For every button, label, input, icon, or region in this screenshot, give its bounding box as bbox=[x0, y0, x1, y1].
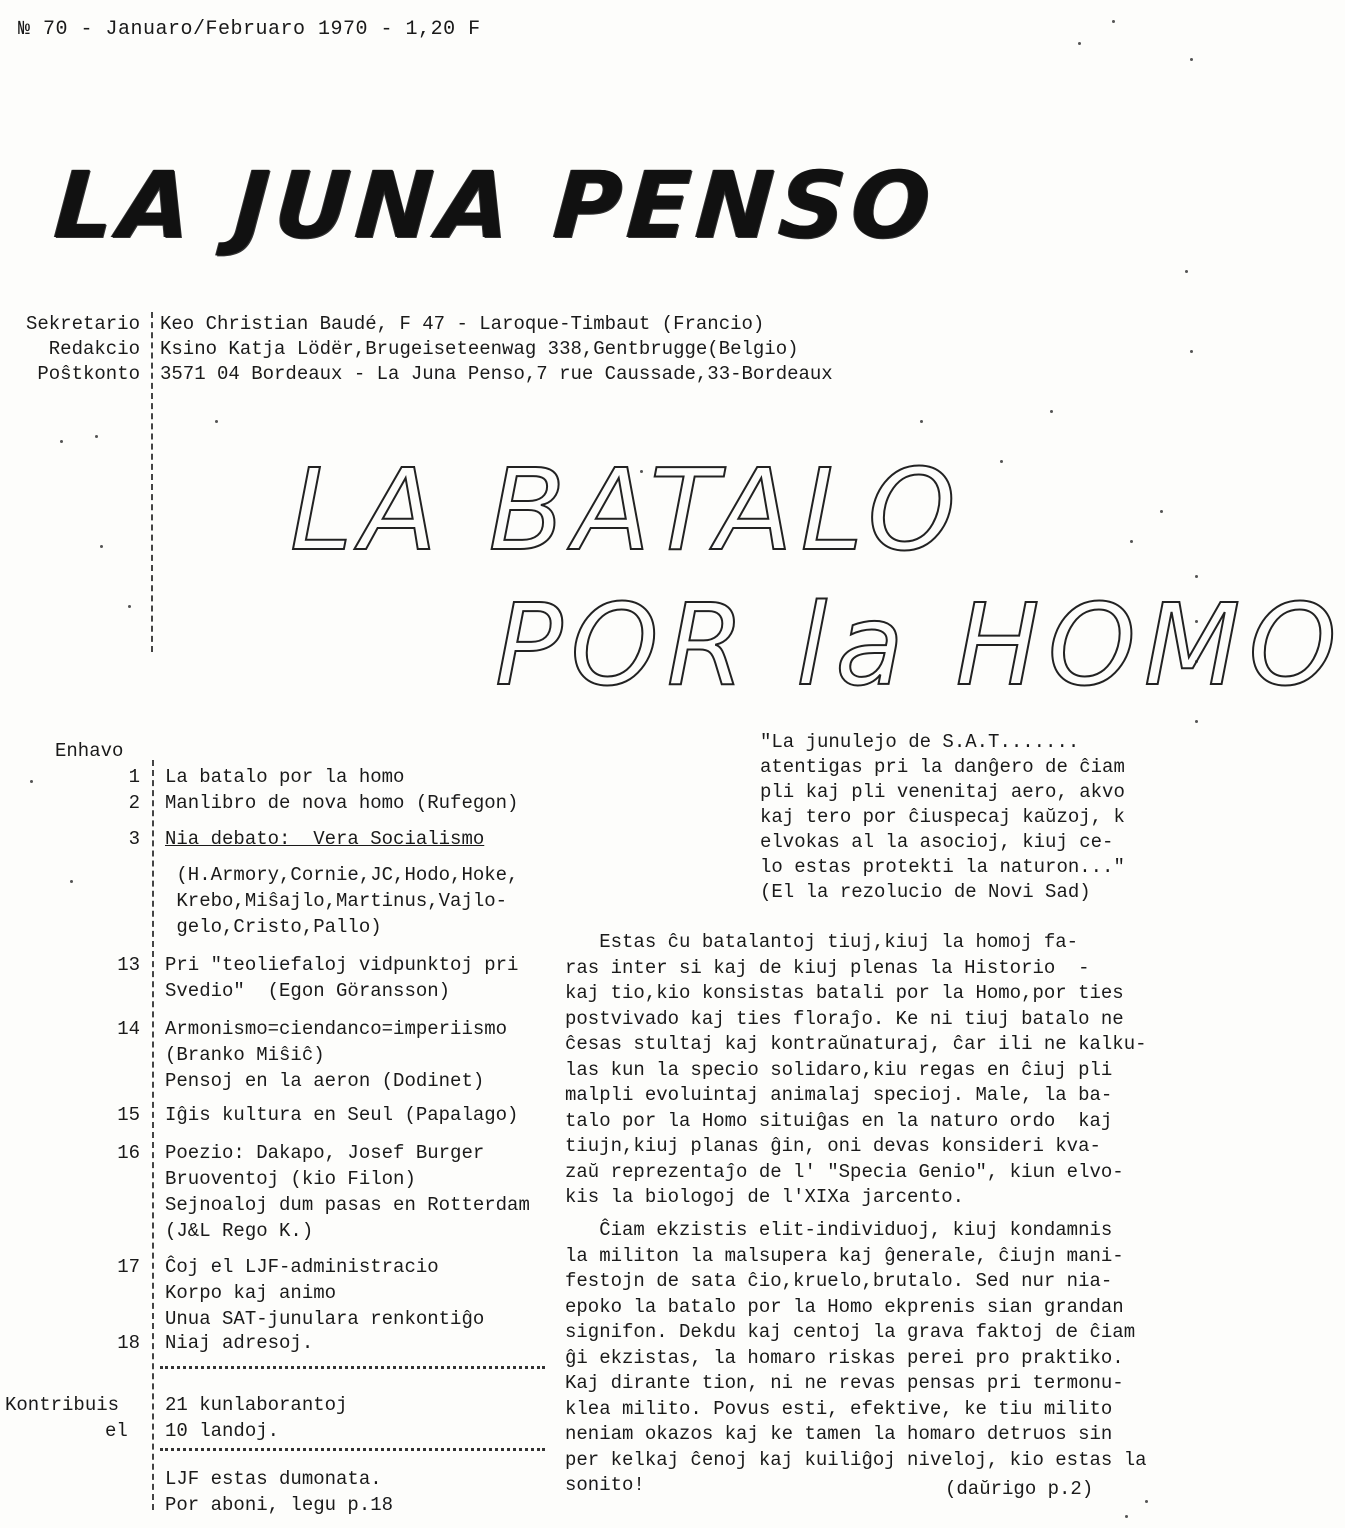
article-line: la militon la malsupera kaj ĝenerale, ĉiujn mani- bbox=[565, 1244, 1124, 1267]
issue-line: № 70 - Januaro/Februaro 1970 - 1,20 F bbox=[18, 18, 481, 41]
contents-entry: Korpo kaj animo bbox=[165, 1282, 337, 1304]
article-line: sonito! bbox=[565, 1474, 645, 1496]
contents-entry: La batalo por la homo bbox=[165, 766, 405, 788]
contents-entry: Niaj adresoj. bbox=[165, 1332, 314, 1354]
article-line: ĝi ekzistas, la homaro riskas perei pro praktiko. bbox=[565, 1346, 1124, 1369]
quote-line: elvokas al la asocioj, kiuj ce- bbox=[760, 831, 1114, 853]
article-line: festojn de sata ĉio,kruelo,brutalo. Sed nur nia- bbox=[565, 1270, 1113, 1292]
dotted-rule bbox=[160, 1366, 545, 1369]
contents-entry: Svedio" (Egon Göransson) bbox=[165, 980, 451, 1002]
article-line: kis la biologoj de l'XIXa jarcento. bbox=[565, 1186, 965, 1208]
staff-label-secretary: Sekretario bbox=[25, 313, 140, 335]
article-line: postvivado kaj ties floraĵo. Ke ni tiuj batalo ne bbox=[565, 1007, 1124, 1030]
staff-value-secretary: Keo Christian Baudé, F 47 - Laroque-Timbaut (Francio) bbox=[160, 313, 765, 335]
contents-page-number: 17 bbox=[117, 1256, 140, 1278]
dotted-rule bbox=[160, 1448, 545, 1451]
article-line: las kun la specio solidaro,kiu regas en ĉiuj pli bbox=[565, 1058, 1113, 1081]
feature-title-line1: LA BATALO bbox=[290, 446, 964, 576]
article-line: signifon. Dekdu kaj centoj la grava faktoj de ĉiam bbox=[565, 1321, 1136, 1343]
contents-entry: Sejnoaloj dum pasas en Rotterdam bbox=[165, 1194, 530, 1216]
contents-entry: Bruoventoj (kio Filon) bbox=[165, 1168, 416, 1190]
article-line: talo por la Homo situiĝas en la naturo ordo kaj bbox=[565, 1109, 1113, 1132]
article-line: neniam okazos kaj ke tamen la homaro detruos sin bbox=[565, 1423, 1113, 1445]
quote-line: "La junulejo de S.A.T....... bbox=[760, 731, 1080, 753]
masthead-title: LA JUNA PENSO bbox=[51, 152, 940, 259]
contents-entry: (J&L Rego K.) bbox=[165, 1220, 314, 1242]
article-line: per kelkaj ĉenoj kaj kuiliĝoj niveloj, kio estas la bbox=[565, 1448, 1147, 1471]
quote-line: atentigas pri la danĝero de ĉiam bbox=[760, 756, 1125, 778]
feature-title-line2: POR la HOMO bbox=[495, 581, 1345, 711]
contents-page-number: 16 bbox=[117, 1142, 140, 1164]
quote-line: kaj tero por ĉiuspecaj kaŭzoj, k bbox=[760, 806, 1125, 828]
article-line: zaŭ reprezentaĵo de l' "Specia Genio", kiun elvo- bbox=[565, 1160, 1124, 1183]
contents-entry: Iĝis kultura en Seul (Papalago) bbox=[165, 1104, 519, 1126]
contents-entry: Poezio: Dakapo, Josef Burger bbox=[165, 1142, 485, 1164]
quote-line: lo estas protekti la naturon..." bbox=[760, 856, 1125, 878]
contributors-count: 21 kunlaborantoj bbox=[165, 1394, 348, 1416]
contents-entry: Nia debato: Vera Socialismo bbox=[165, 828, 485, 850]
staff-value-editorial: Ksino Katja Lödër,Brugeiseteenwag 338,Gentbrugge(Belgio) bbox=[160, 338, 799, 360]
contents-page-number: 1 bbox=[128, 766, 140, 788]
contents-entry: Ĉoj el LJF-administracio bbox=[165, 1256, 439, 1278]
article-line: malpli evoluintaj animalaj specioj. Male, la ba- bbox=[565, 1084, 1113, 1106]
contents-entry: Manlibro de nova homo (Rufegon) bbox=[165, 792, 519, 814]
article-line: epoko la batalo por la Homo ekprenis sian grandan bbox=[565, 1295, 1124, 1318]
contents-page-number: 18 bbox=[117, 1332, 140, 1354]
contributors-label: el bbox=[105, 1420, 128, 1442]
article-line: Kaj dirante tion, ni ne revas pensas pri termonu- bbox=[565, 1372, 1124, 1394]
contents-divider bbox=[152, 760, 154, 1510]
staff-label-editorial: Redakcio bbox=[48, 338, 140, 360]
contents-entry: (Branko Miŝiĉ) bbox=[165, 1044, 325, 1066]
article-line: klea milito. Povus esti, efektive, ke tiu milito bbox=[565, 1397, 1113, 1420]
staff-divider bbox=[151, 312, 153, 652]
quote-line: pli kaj pli venenitaj aero, akvo bbox=[760, 781, 1125, 803]
contents-entry: Pri "teoliefaloj vidpunktoj pri bbox=[165, 954, 519, 976]
quote-line: (El la rezolucio de Novi Sad) bbox=[760, 881, 1091, 903]
article-line: ĉesas stultaj kaj kontraŭnaturaj, ĉar ili ne kalku- bbox=[565, 1033, 1147, 1055]
article-line: ras inter si kaj de kiuj plenas la Historio - bbox=[565, 956, 1090, 979]
contents-page-number: 3 bbox=[128, 828, 140, 850]
continued-note: (daŭrigo p.2) bbox=[945, 1478, 1094, 1500]
article-line: kaj tio,kio konsistas batali por la Homo,por ties bbox=[565, 982, 1124, 1004]
contents-entry: Unua SAT-junulara renkontiĝo bbox=[165, 1308, 485, 1330]
contents-entry: gelo,Cristo,Pallo) bbox=[165, 916, 382, 938]
contents-entry: Pensoj en la aeron (Dodinet) bbox=[165, 1070, 485, 1092]
contributors-label: Kontribuis bbox=[5, 1394, 120, 1416]
contributors-countries: 10 landoj. bbox=[165, 1420, 280, 1442]
contents-page-number: 2 bbox=[128, 792, 140, 814]
staff-label-postal-account: Poŝtkonto bbox=[37, 363, 140, 385]
contents-page-number: 15 bbox=[117, 1104, 140, 1126]
staff-value-postal-account: 3571 04 Bordeaux - La Juna Penso,7 rue Caussade,33-Bordeaux bbox=[160, 363, 833, 385]
article-line: Ĉiam ekzistis elit-individuoj, kiuj kondamnis bbox=[565, 1219, 1113, 1241]
contents-page-number: 13 bbox=[117, 954, 140, 976]
article-line: Estas ĉu batalantoj tiuj,kiuj la homoj fa- bbox=[565, 931, 1079, 953]
frequency-note: LJF estas dumonata. bbox=[165, 1468, 382, 1490]
contents-page-number: 14 bbox=[117, 1018, 140, 1040]
contents-entry: Krebo,Miŝajlo,Martinus,Vajlo- bbox=[165, 890, 508, 912]
contents-entry: Armonismo=ciendanco=imperiismo bbox=[165, 1018, 508, 1040]
contents-heading: Enhavo bbox=[55, 740, 124, 762]
contents-entry: (H.Armory,Cornie,JC,Hodo,Hoke, bbox=[165, 864, 519, 886]
subscription-note: Por aboni, legu p.18 bbox=[165, 1494, 394, 1516]
article-line: tiujn,kiuj planas ĝin, oni devas konsideri kva- bbox=[565, 1135, 1101, 1157]
